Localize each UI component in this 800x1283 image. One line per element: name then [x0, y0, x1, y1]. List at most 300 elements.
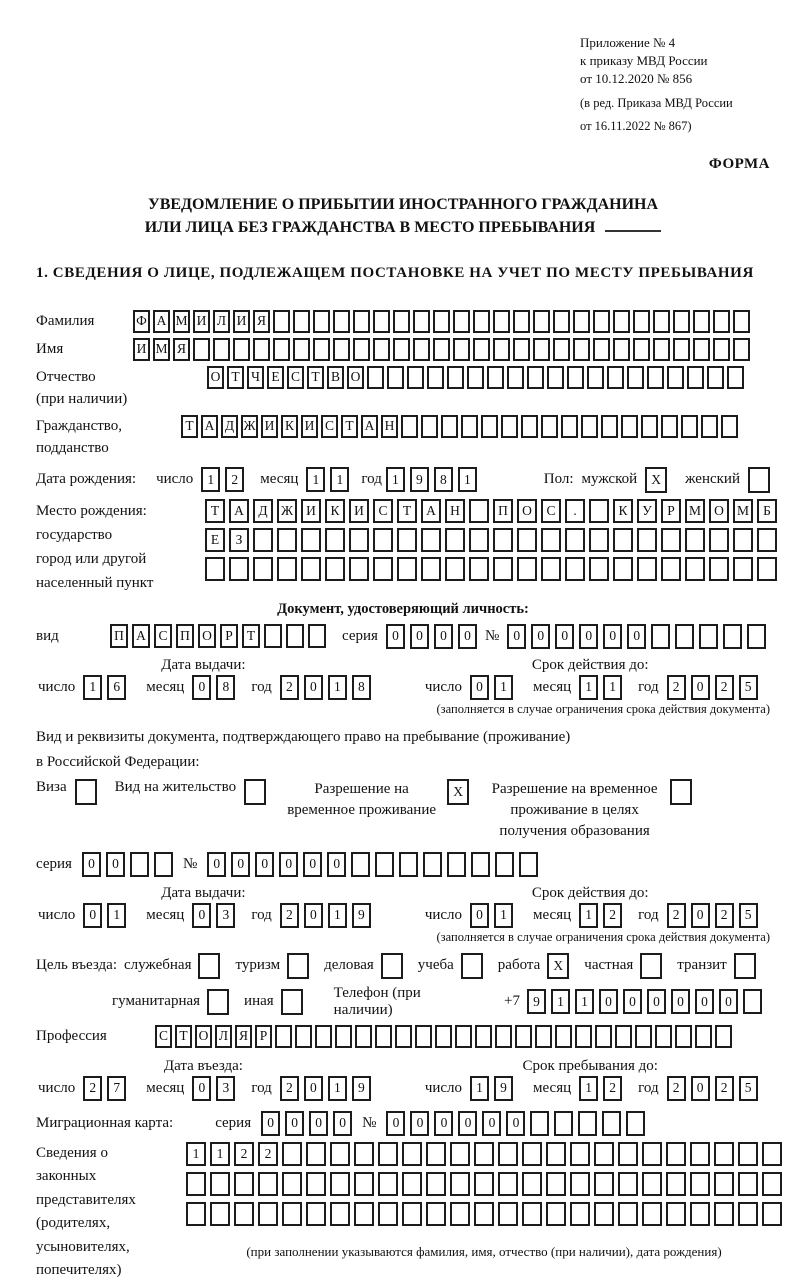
char-cell[interactable]: [461, 415, 478, 438]
char-cell[interactable]: [714, 1142, 734, 1166]
char-cell[interactable]: [693, 338, 710, 361]
char-cell[interactable]: [594, 1172, 614, 1196]
char-cell[interactable]: [413, 338, 430, 361]
char-cell[interactable]: [355, 1025, 372, 1048]
char-cell[interactable]: [493, 557, 513, 581]
char-cell[interactable]: [205, 557, 225, 581]
char-cell[interactable]: [743, 989, 762, 1014]
char-cell[interactable]: [286, 624, 304, 648]
char-cell[interactable]: Е: [205, 528, 225, 552]
char-cell[interactable]: С: [373, 499, 393, 523]
char-cell[interactable]: [762, 1172, 782, 1196]
char-cell[interactable]: 1: [494, 903, 513, 928]
char-cell[interactable]: [481, 415, 498, 438]
char-cell[interactable]: 2: [280, 1076, 299, 1101]
char-cell[interactable]: А: [132, 624, 150, 648]
char-cell[interactable]: [306, 1172, 326, 1196]
char-cell[interactable]: [709, 528, 729, 552]
char-cell[interactable]: Ч: [247, 366, 264, 389]
char-cell[interactable]: [613, 557, 633, 581]
char-cell[interactable]: [507, 366, 524, 389]
char-cell[interactable]: [618, 1142, 638, 1166]
char-cell[interactable]: [213, 338, 230, 361]
char-cell[interactable]: [253, 338, 270, 361]
char-cell[interactable]: Л: [215, 1025, 232, 1048]
char-cell[interactable]: [306, 1142, 326, 1166]
char-cell[interactable]: К: [325, 499, 345, 523]
char-cell[interactable]: 0: [531, 624, 550, 649]
char-cell[interactable]: П: [110, 624, 128, 648]
char-cell[interactable]: Т: [175, 1025, 192, 1048]
char-cell[interactable]: [253, 557, 273, 581]
char-cell[interactable]: 0: [579, 624, 598, 649]
char-cell[interactable]: [578, 1111, 597, 1136]
char-cell[interactable]: 9: [352, 1076, 371, 1101]
char-cell[interactable]: [445, 528, 465, 552]
char-cell[interactable]: [273, 338, 290, 361]
char-cell[interactable]: [381, 953, 403, 979]
char-cell[interactable]: М: [685, 499, 705, 523]
char-cell[interactable]: 0: [623, 989, 642, 1014]
char-cell[interactable]: А: [361, 415, 378, 438]
char-cell[interactable]: [498, 1202, 518, 1226]
char-cell[interactable]: 0: [261, 1111, 280, 1136]
char-cell[interactable]: 5: [739, 675, 758, 700]
char-cell[interactable]: [313, 338, 330, 361]
char-cell[interactable]: [493, 310, 510, 333]
char-cell[interactable]: [313, 310, 330, 333]
char-cell[interactable]: 2: [715, 1076, 734, 1101]
char-cell[interactable]: [626, 1111, 645, 1136]
char-cell[interactable]: 0: [231, 852, 250, 877]
char-cell[interactable]: 0: [603, 624, 622, 649]
char-cell[interactable]: 1: [579, 1076, 598, 1101]
char-cell[interactable]: 0: [691, 675, 710, 700]
char-cell[interactable]: 0: [279, 852, 298, 877]
char-cell[interactable]: [474, 1202, 494, 1226]
char-cell[interactable]: [277, 557, 297, 581]
char-cell[interactable]: [207, 989, 229, 1015]
char-cell[interactable]: 1: [210, 1142, 230, 1166]
char-cell[interactable]: В: [327, 366, 344, 389]
char-cell[interactable]: [495, 852, 514, 877]
char-cell[interactable]: 1: [107, 903, 126, 928]
char-cell[interactable]: [378, 1172, 398, 1196]
char-cell[interactable]: [527, 366, 544, 389]
char-cell[interactable]: [354, 1172, 374, 1196]
char-cell[interactable]: [378, 1142, 398, 1166]
char-cell[interactable]: [733, 338, 750, 361]
char-cell[interactable]: [349, 528, 369, 552]
char-cell[interactable]: 0: [434, 1111, 453, 1136]
char-cell[interactable]: [661, 528, 681, 552]
char-cell[interactable]: Р: [255, 1025, 272, 1048]
char-cell[interactable]: 0: [207, 852, 226, 877]
char-cell[interactable]: Н: [381, 415, 398, 438]
char-cell[interactable]: [293, 338, 310, 361]
char-cell[interactable]: [589, 499, 609, 523]
char-cell[interactable]: П: [493, 499, 513, 523]
char-cell[interactable]: [738, 1142, 758, 1166]
char-cell[interactable]: [546, 1202, 566, 1226]
char-cell[interactable]: 5: [739, 903, 758, 928]
char-cell[interactable]: [627, 366, 644, 389]
char-cell[interactable]: [234, 1202, 254, 1226]
char-cell[interactable]: [471, 852, 490, 877]
char-cell[interactable]: 2: [225, 467, 244, 492]
char-cell[interactable]: [293, 310, 310, 333]
char-cell[interactable]: [393, 338, 410, 361]
char-cell[interactable]: [707, 366, 724, 389]
char-cell[interactable]: 0: [386, 1111, 405, 1136]
char-cell[interactable]: [474, 1172, 494, 1196]
char-cell[interactable]: Д: [221, 415, 238, 438]
char-cell[interactable]: [521, 415, 538, 438]
char-cell[interactable]: 0: [106, 852, 125, 877]
char-cell[interactable]: [282, 1202, 302, 1226]
char-cell[interactable]: 0: [507, 624, 526, 649]
char-cell[interactable]: [469, 557, 489, 581]
char-cell[interactable]: [575, 1025, 592, 1048]
char-cell[interactable]: [555, 1025, 572, 1048]
char-cell[interactable]: [522, 1142, 542, 1166]
char-cell[interactable]: 1: [575, 989, 594, 1014]
char-cell[interactable]: [695, 1025, 712, 1048]
char-cell[interactable]: [640, 953, 662, 979]
char-cell[interactable]: [522, 1202, 542, 1226]
char-cell[interactable]: [699, 624, 718, 649]
char-cell[interactable]: [675, 1025, 692, 1048]
char-cell[interactable]: С: [541, 499, 561, 523]
char-cell[interactable]: [415, 1025, 432, 1048]
char-cell[interactable]: 2: [715, 903, 734, 928]
char-cell[interactable]: [467, 366, 484, 389]
char-cell[interactable]: Ф: [133, 310, 150, 333]
char-cell[interactable]: [633, 338, 650, 361]
char-cell[interactable]: [666, 1172, 686, 1196]
char-cell[interactable]: [493, 338, 510, 361]
char-cell[interactable]: [553, 310, 570, 333]
char-cell[interactable]: [473, 338, 490, 361]
char-cell[interactable]: 0: [386, 624, 405, 649]
char-cell[interactable]: П: [176, 624, 194, 648]
char-cell[interactable]: [335, 1025, 352, 1048]
char-cell[interactable]: [378, 1202, 398, 1226]
char-cell[interactable]: А: [153, 310, 170, 333]
char-cell[interactable]: 3: [216, 1076, 235, 1101]
char-cell[interactable]: [642, 1142, 662, 1166]
char-cell[interactable]: Л: [213, 310, 230, 333]
char-cell[interactable]: 9: [494, 1076, 513, 1101]
char-cell[interactable]: [277, 528, 297, 552]
char-cell[interactable]: 1: [458, 467, 477, 492]
char-cell[interactable]: X: [547, 953, 569, 979]
char-cell[interactable]: 2: [603, 903, 622, 928]
char-cell[interactable]: Т: [397, 499, 417, 523]
char-cell[interactable]: 0: [304, 903, 323, 928]
char-cell[interactable]: [517, 557, 537, 581]
char-cell[interactable]: [681, 415, 698, 438]
char-cell[interactable]: [461, 953, 483, 979]
char-cell[interactable]: 1: [494, 675, 513, 700]
char-cell[interactable]: [233, 338, 250, 361]
char-cell[interactable]: Ж: [241, 415, 258, 438]
char-cell[interactable]: [747, 624, 766, 649]
char-cell[interactable]: 2: [280, 903, 299, 928]
char-cell[interactable]: [287, 953, 309, 979]
char-cell[interactable]: [530, 1111, 549, 1136]
char-cell[interactable]: [618, 1202, 638, 1226]
char-cell[interactable]: X: [447, 779, 469, 805]
char-cell[interactable]: [714, 1172, 734, 1196]
char-cell[interactable]: [402, 1202, 422, 1226]
char-cell[interactable]: [594, 1202, 614, 1226]
char-cell[interactable]: [666, 1202, 686, 1226]
char-cell[interactable]: 0: [555, 624, 574, 649]
char-cell[interactable]: [721, 415, 738, 438]
char-cell[interactable]: [367, 366, 384, 389]
char-cell[interactable]: 0: [599, 989, 618, 1014]
char-cell[interactable]: [748, 467, 770, 493]
char-cell[interactable]: [421, 528, 441, 552]
char-cell[interactable]: [709, 557, 729, 581]
char-cell[interactable]: [330, 1172, 350, 1196]
char-cell[interactable]: 1: [201, 467, 220, 492]
char-cell[interactable]: [541, 528, 561, 552]
char-cell[interactable]: [501, 415, 518, 438]
char-cell[interactable]: [433, 310, 450, 333]
char-cell[interactable]: [653, 338, 670, 361]
char-cell[interactable]: [469, 528, 489, 552]
char-cell[interactable]: [186, 1202, 206, 1226]
char-cell[interactable]: 1: [579, 675, 598, 700]
char-cell[interactable]: [426, 1142, 446, 1166]
char-cell[interactable]: [333, 310, 350, 333]
char-cell[interactable]: [522, 1172, 542, 1196]
char-cell[interactable]: [253, 528, 273, 552]
char-cell[interactable]: [581, 415, 598, 438]
char-cell[interactable]: [351, 852, 370, 877]
char-cell[interactable]: 0: [647, 989, 666, 1014]
char-cell[interactable]: [315, 1025, 332, 1048]
char-cell[interactable]: [633, 310, 650, 333]
char-cell[interactable]: [618, 1172, 638, 1196]
char-cell[interactable]: 0: [482, 1111, 501, 1136]
char-cell[interactable]: [738, 1172, 758, 1196]
char-cell[interactable]: [234, 1172, 254, 1196]
char-cell[interactable]: [651, 624, 670, 649]
char-cell[interactable]: 1: [551, 989, 570, 1014]
char-cell[interactable]: [493, 528, 513, 552]
char-cell[interactable]: [186, 1172, 206, 1196]
char-cell[interactable]: [573, 338, 590, 361]
char-cell[interactable]: О: [195, 1025, 212, 1048]
char-cell[interactable]: [642, 1202, 662, 1226]
char-cell[interactable]: [450, 1142, 470, 1166]
char-cell[interactable]: С: [321, 415, 338, 438]
char-cell[interactable]: 0: [192, 903, 211, 928]
char-cell[interactable]: А: [229, 499, 249, 523]
char-cell[interactable]: [519, 852, 538, 877]
char-cell[interactable]: О: [207, 366, 224, 389]
char-cell[interactable]: Т: [307, 366, 324, 389]
char-cell[interactable]: [407, 366, 424, 389]
char-cell[interactable]: [387, 366, 404, 389]
char-cell[interactable]: [373, 557, 393, 581]
char-cell[interactable]: [607, 366, 624, 389]
char-cell[interactable]: [714, 1202, 734, 1226]
char-cell[interactable]: З: [229, 528, 249, 552]
char-cell[interactable]: 0: [333, 1111, 352, 1136]
char-cell[interactable]: 2: [715, 675, 734, 700]
char-cell[interactable]: [546, 1172, 566, 1196]
char-cell[interactable]: [373, 528, 393, 552]
char-cell[interactable]: 0: [327, 852, 346, 877]
char-cell[interactable]: 0: [285, 1111, 304, 1136]
char-cell[interactable]: [554, 1111, 573, 1136]
char-cell[interactable]: [613, 310, 630, 333]
char-cell[interactable]: [193, 338, 210, 361]
char-cell[interactable]: [399, 852, 418, 877]
char-cell[interactable]: 0: [82, 852, 101, 877]
char-cell[interactable]: [210, 1172, 230, 1196]
char-cell[interactable]: 0: [309, 1111, 328, 1136]
char-cell[interactable]: [757, 528, 777, 552]
char-cell[interactable]: [353, 338, 370, 361]
char-cell[interactable]: И: [301, 499, 321, 523]
char-cell[interactable]: [553, 338, 570, 361]
char-cell[interactable]: [589, 557, 609, 581]
char-cell[interactable]: [666, 1142, 686, 1166]
char-cell[interactable]: [535, 1025, 552, 1048]
char-cell[interactable]: 0: [470, 675, 489, 700]
char-cell[interactable]: [325, 557, 345, 581]
char-cell[interactable]: 2: [667, 903, 686, 928]
char-cell[interactable]: Н: [445, 499, 465, 523]
char-cell[interactable]: 5: [739, 1076, 758, 1101]
char-cell[interactable]: А: [201, 415, 218, 438]
char-cell[interactable]: 0: [303, 852, 322, 877]
char-cell[interactable]: [602, 1111, 621, 1136]
char-cell[interactable]: 8: [216, 675, 235, 700]
char-cell[interactable]: [593, 310, 610, 333]
char-cell[interactable]: [450, 1172, 470, 1196]
char-cell[interactable]: 1: [83, 675, 102, 700]
char-cell[interactable]: [130, 852, 149, 877]
char-cell[interactable]: [433, 338, 450, 361]
char-cell[interactable]: Т: [181, 415, 198, 438]
char-cell[interactable]: [229, 557, 249, 581]
char-cell[interactable]: [713, 338, 730, 361]
char-cell[interactable]: [642, 1172, 662, 1196]
char-cell[interactable]: Т: [341, 415, 358, 438]
char-cell[interactable]: [353, 310, 370, 333]
char-cell[interactable]: [402, 1142, 422, 1166]
char-cell[interactable]: [354, 1202, 374, 1226]
char-cell[interactable]: [421, 415, 438, 438]
char-cell[interactable]: [637, 528, 657, 552]
char-cell[interactable]: 1: [386, 467, 405, 492]
char-cell[interactable]: [333, 338, 350, 361]
char-cell[interactable]: [198, 953, 220, 979]
char-cell[interactable]: [733, 528, 753, 552]
char-cell[interactable]: Т: [242, 624, 260, 648]
char-cell[interactable]: 3: [216, 903, 235, 928]
char-cell[interactable]: [453, 338, 470, 361]
char-cell[interactable]: [495, 1025, 512, 1048]
char-cell[interactable]: М: [733, 499, 753, 523]
char-cell[interactable]: [621, 415, 638, 438]
char-cell[interactable]: [547, 366, 564, 389]
char-cell[interactable]: [757, 557, 777, 581]
char-cell[interactable]: 1: [328, 675, 347, 700]
char-cell[interactable]: [738, 1202, 758, 1226]
char-cell[interactable]: 0: [410, 1111, 429, 1136]
char-cell[interactable]: 1: [328, 1076, 347, 1101]
char-cell[interactable]: [613, 338, 630, 361]
char-cell[interactable]: [570, 1172, 590, 1196]
char-cell[interactable]: Я: [173, 338, 190, 361]
char-cell[interactable]: 7: [107, 1076, 126, 1101]
char-cell[interactable]: [517, 528, 537, 552]
char-cell[interactable]: 0: [691, 903, 710, 928]
char-cell[interactable]: [701, 415, 718, 438]
char-cell[interactable]: [453, 310, 470, 333]
char-cell[interactable]: Е: [267, 366, 284, 389]
char-cell[interactable]: [513, 310, 530, 333]
char-cell[interactable]: [513, 338, 530, 361]
char-cell[interactable]: 0: [695, 989, 714, 1014]
char-cell[interactable]: [561, 415, 578, 438]
char-cell[interactable]: И: [233, 310, 250, 333]
char-cell[interactable]: [667, 366, 684, 389]
char-cell[interactable]: 0: [255, 852, 274, 877]
char-cell[interactable]: 1: [186, 1142, 206, 1166]
char-cell[interactable]: [455, 1025, 472, 1048]
char-cell[interactable]: 2: [83, 1076, 102, 1101]
char-cell[interactable]: [670, 779, 692, 805]
char-cell[interactable]: [306, 1202, 326, 1226]
char-cell[interactable]: [690, 1142, 710, 1166]
char-cell[interactable]: 1: [470, 1076, 489, 1101]
char-cell[interactable]: [330, 1142, 350, 1166]
char-cell[interactable]: [762, 1142, 782, 1166]
char-cell[interactable]: [397, 528, 417, 552]
char-cell[interactable]: [402, 1172, 422, 1196]
char-cell[interactable]: 9: [352, 903, 371, 928]
char-cell[interactable]: О: [198, 624, 216, 648]
char-cell[interactable]: [258, 1202, 278, 1226]
char-cell[interactable]: [685, 528, 705, 552]
char-cell[interactable]: Р: [661, 499, 681, 523]
char-cell[interactable]: С: [287, 366, 304, 389]
char-cell[interactable]: [375, 1025, 392, 1048]
char-cell[interactable]: [573, 310, 590, 333]
char-cell[interactable]: [154, 852, 173, 877]
char-cell[interactable]: [397, 557, 417, 581]
char-cell[interactable]: [533, 338, 550, 361]
char-cell[interactable]: [515, 1025, 532, 1048]
char-cell[interactable]: Т: [205, 499, 225, 523]
char-cell[interactable]: И: [349, 499, 369, 523]
char-cell[interactable]: [264, 624, 282, 648]
char-cell[interactable]: 8: [352, 675, 371, 700]
char-cell[interactable]: [308, 624, 326, 648]
char-cell[interactable]: [546, 1142, 566, 1166]
char-cell[interactable]: [541, 415, 558, 438]
char-cell[interactable]: [349, 557, 369, 581]
char-cell[interactable]: [637, 557, 657, 581]
